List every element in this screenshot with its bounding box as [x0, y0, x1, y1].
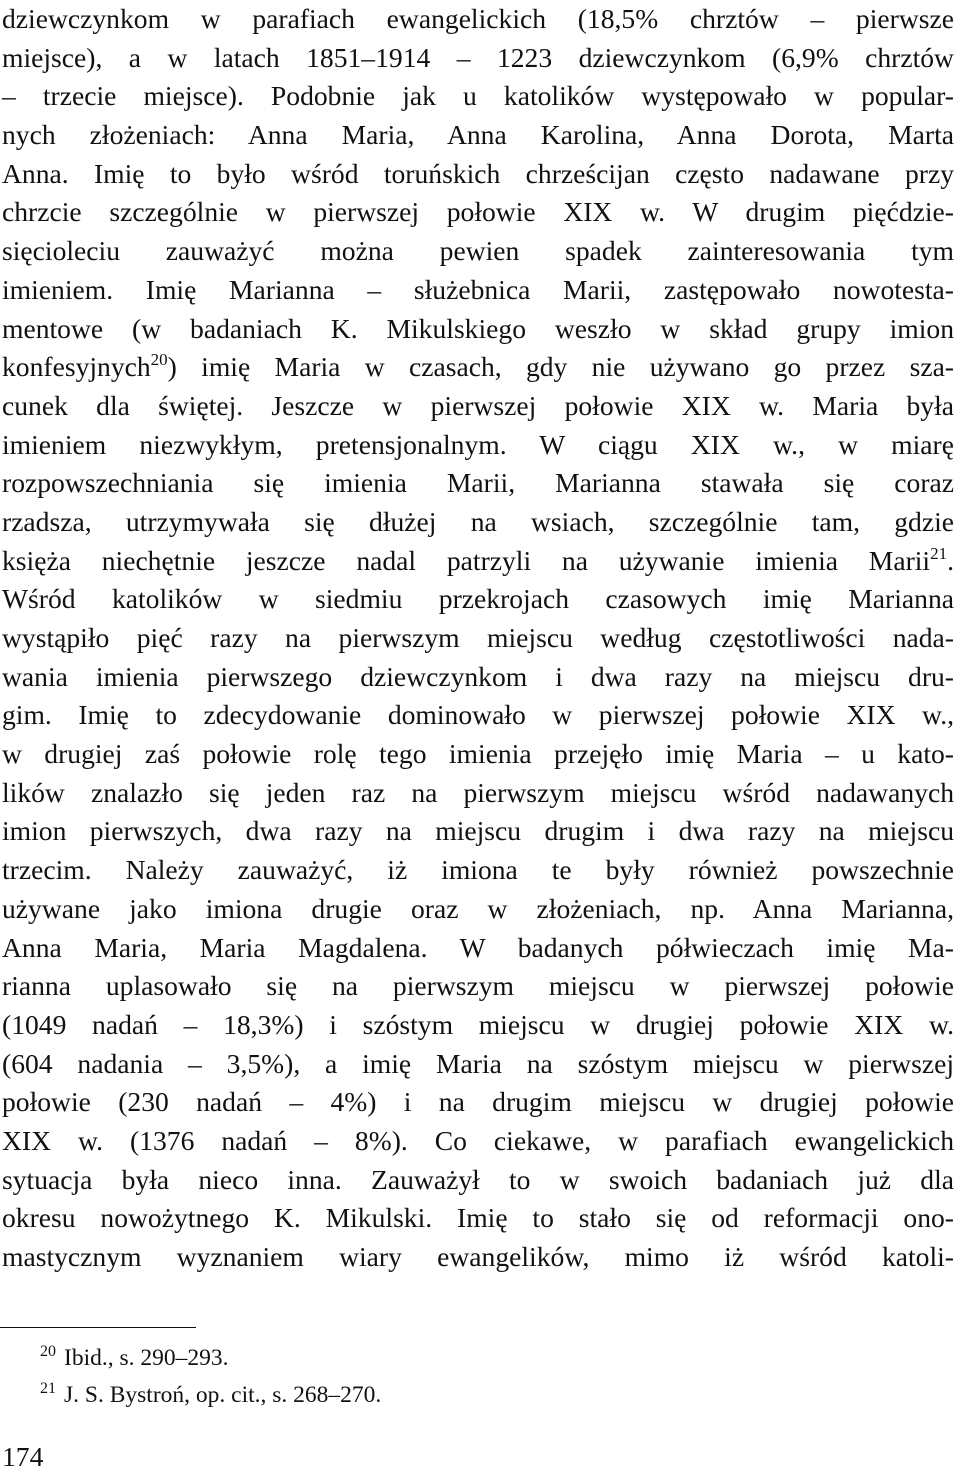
- text-line: używane jako imiona drugie oraz w złożeniach, np. Anna Marianna,: [2, 892, 954, 924]
- text-line: mentowe (w badaniach K. Mikulskiego weszło w skład grupy imion: [2, 312, 954, 344]
- text-line: (1049 nadań – 18,3%) i szóstym miejscu w drugiej połowie XIX w.: [2, 1008, 954, 1040]
- text-line: – trzecie miejsce). Podobnie jak u katolików występowało w popular-: [2, 80, 954, 112]
- text-line: XIX w. (1376 nadań – 8%). Co ciekawe, w parafiach ewangelickich: [2, 1124, 954, 1156]
- text-line: imion pierwszych, dwa razy na miejscu drugim i dwa razy na miejscu: [2, 815, 954, 847]
- text-line: okresu nowożytnego K. Mikulski. Imię to stało się od reformacji ono-: [2, 1202, 954, 1234]
- text-fragment: księża niechętnie jeszcze nadal patrzyli na używanie imienia Marii: [2, 544, 931, 576]
- text-line: rzadsza, utrzymywała się dłużej na wsiach, szczególnie tam, gdzie: [2, 505, 954, 537]
- footnote-ref-21[interactable]: 21: [930, 543, 948, 563]
- footnote-number: 21: [40, 1380, 56, 1397]
- text-fragment: konfesyjnych: [2, 351, 151, 383]
- text-line: rozpowszechniania się imienia Marii, Marianna stawała się coraz: [2, 467, 954, 499]
- body-text: [2, 0, 954, 1277]
- text-line: wania imienia pierwszego dziewczynkom i dwa razy na miejscu dru-: [2, 660, 954, 692]
- text-line: imieniem niezwykłym, pretensjonalnym. W ciągu XIX w., w miarę: [2, 428, 954, 460]
- text-line: lików znalazło się jeden raz na pierwszym miejscu wśród nadawanych: [2, 776, 954, 808]
- text-line: sięcioleciu zauważyć można pewien spadek zainteresowania tym: [2, 235, 954, 267]
- footnote-ref-20[interactable]: 20: [150, 350, 168, 370]
- text-line: imieniem. Imię Marianna – służebnica Marii, zastępowało nowotesta-: [2, 273, 954, 305]
- footnotes: [40, 1340, 381, 1414]
- text-line: [2, 542, 954, 581]
- text-line: sytuacja była nieco inna. Zauważył to w swoich badaniach już dla: [2, 1163, 954, 1195]
- text-fragment: .: [947, 544, 954, 576]
- text-line: nych złożeniach: Anna Maria, Anna Karolina, Anna Dorota, Marta: [2, 119, 954, 151]
- text-line: chrzcie szczególnie w pierwszej połowie XIX w. W drugim pięćdzie-: [2, 196, 954, 228]
- text-fragment: ) imię Maria w czasach, gdy nie używano go przez sza-: [167, 351, 954, 383]
- text-line: w drugiej zaś połowie rolę tego imienia przejęło imię Maria – u kato-: [2, 738, 954, 770]
- footnote-number: 20: [40, 1343, 56, 1360]
- page-number: 174: [2, 1441, 44, 1472]
- footnote-21: [40, 1377, 381, 1414]
- footnote-20: [40, 1340, 381, 1377]
- text-line: dziewczynkom w parafiach ewangelickich (18,5% chrztów – pierwsze: [2, 3, 954, 34]
- text-line: Wśród katolików w siedmiu przekrojach czasowych imię Marianna: [2, 583, 954, 615]
- text-line: mastycznym wyznaniem wiary ewangelików, mimo iż wśród katoli-: [2, 1241, 954, 1272]
- text-line: trzecim. Należy zauważyć, iż imiona te były również powszechnie: [2, 854, 954, 886]
- footnote-text: J. S. Bystroń, op. cit., s. 268–270.: [64, 1382, 382, 1408]
- text-line: [2, 348, 954, 387]
- footnote-separator: [0, 1327, 196, 1328]
- text-line: cunek dla świętej. Jeszcze w pierwszej połowie XIX w. Maria była: [2, 389, 954, 421]
- text-line: rianna uplasowało się na pierwszym miejscu w pierwszej połowie: [2, 970, 954, 1002]
- text-line: miejsce), a w latach 1851–1914 – 1223 dziewczynkom (6,9% chrztów: [2, 41, 954, 73]
- text-line: Anna Maria, Maria Magdalena. W badanych półwieczach imię Ma-: [2, 931, 954, 963]
- text-line: wystąpiło pięć razy na pierwszym miejscu według częstotliwości nada-: [2, 622, 954, 653]
- text-line: (604 nadania – 3,5%), a imię Maria na szóstym miejscu w pierwszej: [2, 1047, 954, 1079]
- text-line: gim. Imię to zdecydowanie dominowało w pierwszej połowie XIX w.,: [2, 699, 954, 731]
- footnote-text: Ibid., s. 290–293.: [64, 1345, 229, 1371]
- text-line: Anna. Imię to było wśród toruńskich chrześcijan często nadawane przy: [2, 157, 954, 189]
- text-line: połowie (230 nadań – 4%) i na drugim miejscu w drugiej połowie: [2, 1086, 954, 1118]
